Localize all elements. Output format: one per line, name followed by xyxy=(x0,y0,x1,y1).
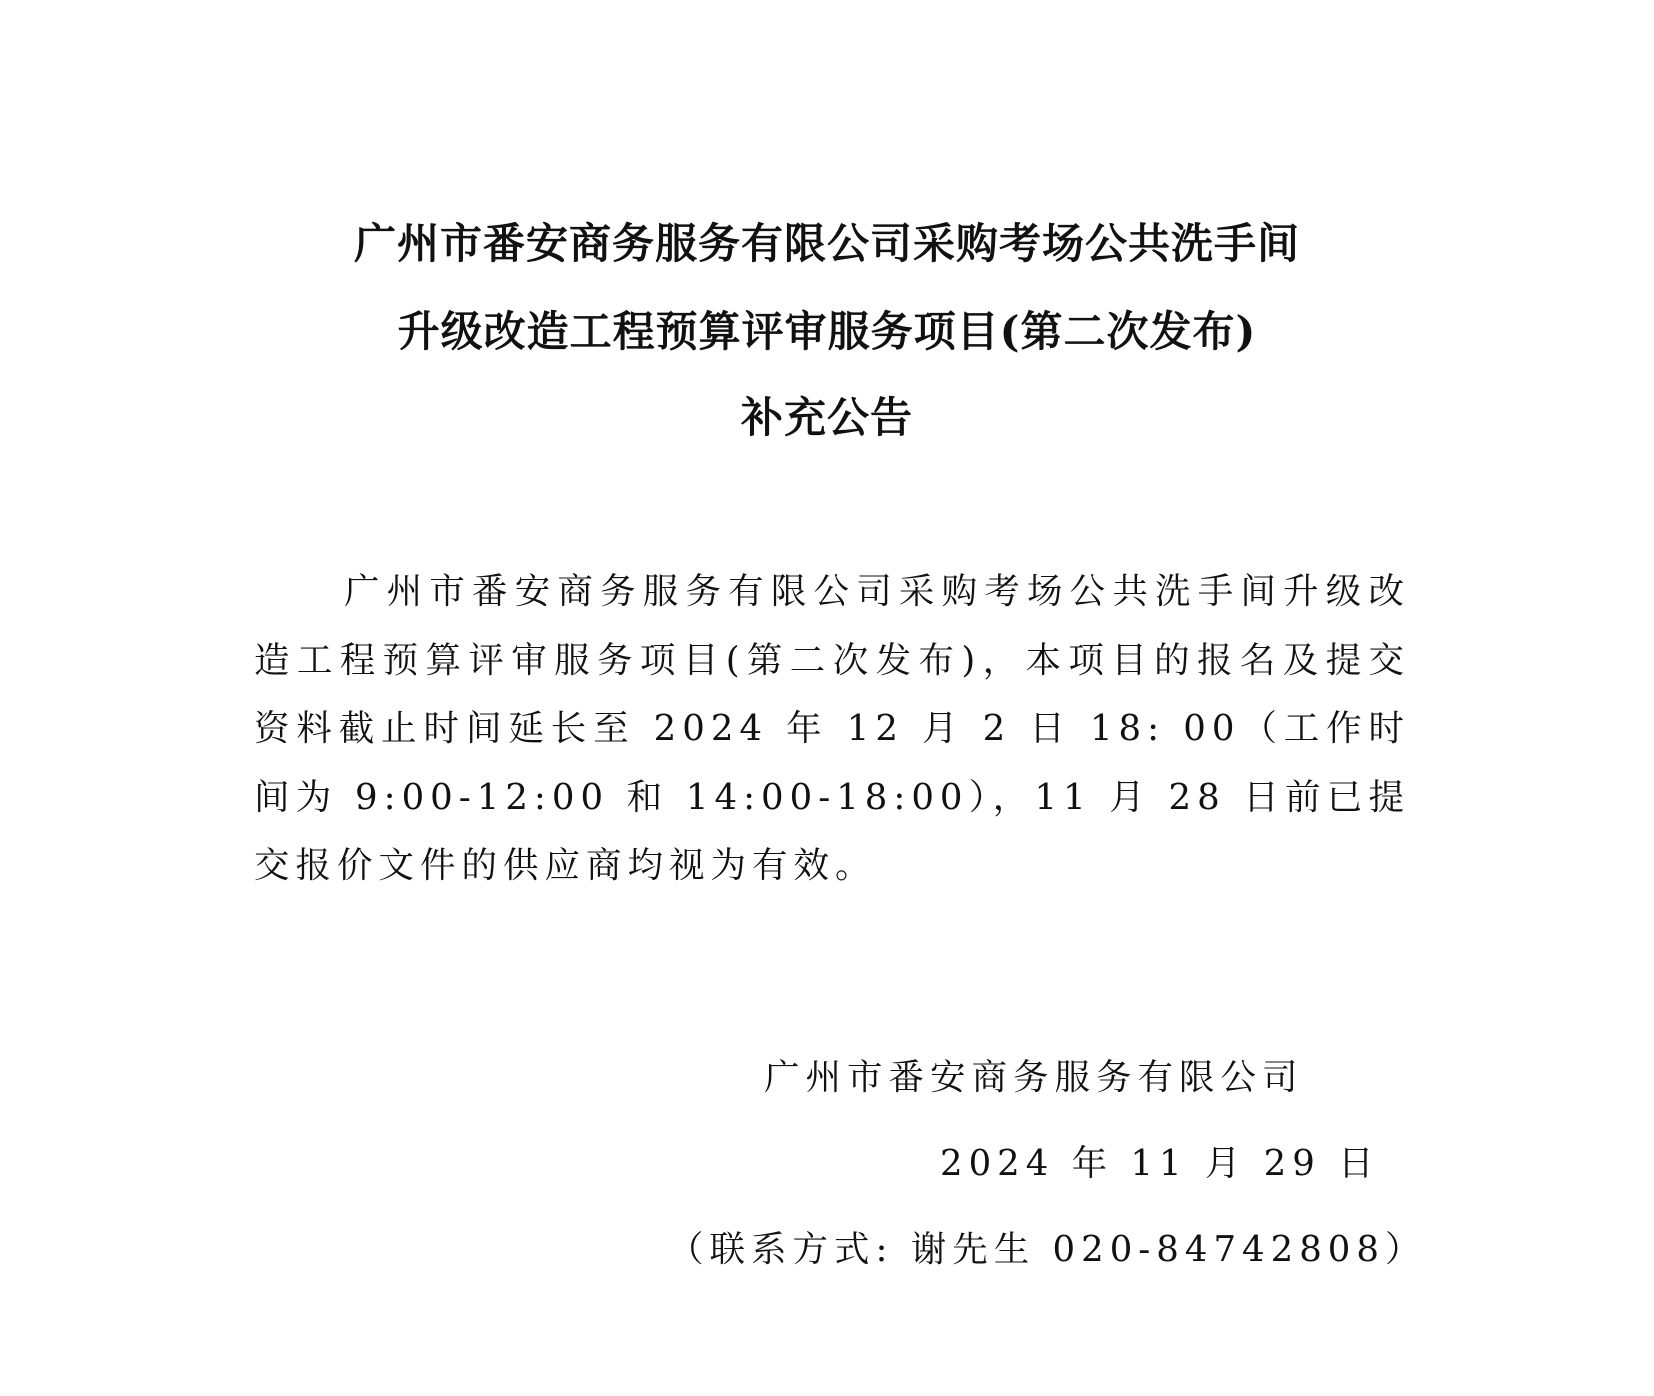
issue-date: 2024 年 11 月 29 日 xyxy=(940,1143,1380,1184)
notice-title-line-3: 补充公告 xyxy=(740,393,913,442)
notice-title-line-1: 广州市番安商务服务有限公司采购考场公共洗手间 xyxy=(353,219,1300,268)
contact-info: （联系方式: 谢先生 020-84742808） xyxy=(668,1229,1427,1270)
notice-title-line-2: 升级改造工程预算评审服务项目(第二次发布) xyxy=(397,307,1257,356)
notice-body-paragraph: 广州市番安商务服务有限公司采购考场公共洗手间升级改造工程预算评审服务项目(第二次发布)，本项目的报名及提交资料截止时间延长至 2024 年 12 月 2 日 18: 00（工作时间为 9:00-12:00 和 14:00-18:00），11 月 28 日前已提交报价文件的供应商均视为有效。 xyxy=(254,571,1410,886)
issuer-name: 广州市番安商务服务有限公司 xyxy=(764,1057,1304,1098)
